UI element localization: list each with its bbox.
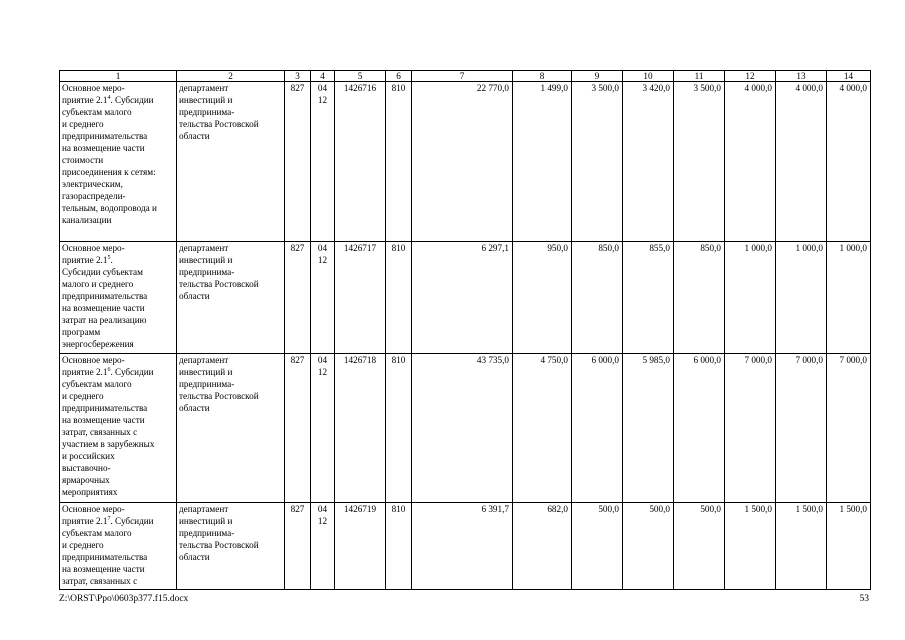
measure-name-line bbox=[62, 426, 174, 438]
footer-file-path: Z:\ORST\Ppo\0603p377.f15.docx bbox=[59, 594, 189, 604]
measure-name-line bbox=[62, 242, 174, 254]
column-number-1: 1 bbox=[60, 71, 177, 82]
amount-cell: 850,0 bbox=[674, 242, 725, 354]
measure-name-line bbox=[62, 82, 174, 94]
executor-line: предпринима- bbox=[179, 267, 235, 277]
measure-superscript: 5 bbox=[107, 254, 111, 261]
measure-name-line bbox=[62, 539, 174, 551]
measure-name-line bbox=[62, 190, 174, 202]
table-row bbox=[60, 503, 871, 590]
rzpr-code-cell: 04 12 bbox=[311, 82, 335, 242]
amount-cell: 7 000,0 bbox=[725, 354, 776, 503]
measure-name-line bbox=[62, 474, 174, 486]
measure-name-text: стоимости bbox=[62, 155, 104, 165]
measure-name-text: . Субсидии bbox=[110, 95, 154, 105]
executor-line: области bbox=[179, 403, 210, 413]
executor-line: области bbox=[179, 131, 210, 141]
executor-line: предпринима- bbox=[179, 107, 235, 117]
amount-cell: 4 000,0 bbox=[776, 82, 827, 242]
measure-name-text: на возмещение части bbox=[62, 564, 145, 574]
measure-name-line bbox=[62, 390, 174, 402]
measure-name-line bbox=[62, 527, 174, 539]
measure-name-text: на возмещение части bbox=[62, 303, 145, 313]
measure-name-cell bbox=[60, 503, 177, 590]
measure-name-cell bbox=[60, 354, 177, 503]
document-sheet bbox=[59, 70, 870, 590]
amount-cell: 6 000,0 bbox=[674, 354, 725, 503]
measure-name-text: Субсидии субъектам bbox=[62, 267, 143, 277]
measure-name-line bbox=[62, 266, 174, 278]
table-row bbox=[60, 82, 871, 242]
amount-cell: 1 000,0 bbox=[776, 242, 827, 354]
measure-name-line bbox=[62, 178, 174, 190]
amount-cell: 1 499,0 bbox=[513, 82, 572, 242]
measure-name-line bbox=[62, 106, 174, 118]
measure-name-text: программ bbox=[62, 327, 101, 337]
measure-name-line bbox=[62, 462, 174, 474]
amount-cell: 43 735,0 bbox=[412, 354, 513, 503]
measure-name-text: энергосбережения bbox=[62, 339, 134, 349]
amount-cell: 6 297,1 bbox=[412, 242, 513, 354]
grbs-code-cell: 827 bbox=[285, 242, 311, 354]
measure-name-text: затрат на реализацию bbox=[62, 315, 147, 325]
measure-name-line bbox=[62, 338, 174, 350]
amount-cell: 5 985,0 bbox=[623, 354, 674, 503]
measure-name-text: и среднего bbox=[62, 391, 104, 401]
amount-cell: 3 500,0 bbox=[674, 82, 725, 242]
column-number-13: 13 bbox=[776, 71, 827, 82]
measure-name-line bbox=[62, 551, 174, 563]
executor-cell bbox=[177, 354, 285, 503]
executor-line: тельства Ростовской bbox=[179, 119, 259, 129]
column-number-9: 9 bbox=[572, 71, 623, 82]
measure-name-line bbox=[62, 254, 174, 266]
measure-name-text: предпринимательства bbox=[62, 552, 148, 562]
column-number-12: 12 bbox=[725, 71, 776, 82]
measure-name-text: и российских bbox=[62, 451, 115, 461]
measure-name-text: . bbox=[110, 255, 113, 265]
measure-name-text: малого и среднего bbox=[62, 279, 134, 289]
measure-name-line bbox=[62, 118, 174, 130]
amount-cell: 1 000,0 bbox=[827, 242, 871, 354]
measure-name-text: субъектам малого bbox=[62, 379, 132, 389]
amount-cell: 22 770,0 bbox=[412, 82, 513, 242]
amount-cell: 3 420,0 bbox=[623, 82, 674, 242]
csr-code-cell: 1426719 bbox=[335, 503, 386, 590]
amount-cell: 1 500,0 bbox=[725, 503, 776, 590]
measure-name-text: . Субсидии bbox=[110, 367, 154, 377]
measure-name-line bbox=[62, 563, 174, 575]
column-number-5: 5 bbox=[335, 71, 386, 82]
rzpr-code-cell: 04 12 bbox=[311, 242, 335, 354]
executor-line: департамент bbox=[179, 83, 229, 93]
column-number-6: 6 bbox=[386, 71, 412, 82]
measure-name-line bbox=[62, 130, 174, 142]
executor-line: департамент bbox=[179, 243, 229, 253]
column-number-3: 3 bbox=[285, 71, 311, 82]
measure-name-text: приятие 2.1 bbox=[62, 95, 108, 105]
csr-code-cell: 1426717 bbox=[335, 242, 386, 354]
measure-name-line bbox=[62, 290, 174, 302]
measure-name-line bbox=[62, 366, 174, 378]
measure-name-line bbox=[62, 414, 174, 426]
executor-cell bbox=[177, 242, 285, 354]
column-number-2: 2 bbox=[177, 71, 285, 82]
executor-line: инвестиций и bbox=[179, 255, 233, 265]
column-number-row bbox=[60, 71, 871, 82]
measure-name-line bbox=[62, 214, 174, 226]
amount-cell: 4 750,0 bbox=[513, 354, 572, 503]
budget-table bbox=[59, 70, 871, 590]
measure-name-text: Основное меро- bbox=[62, 83, 125, 93]
vr-code-cell: 810 bbox=[386, 503, 412, 590]
amount-cell: 1 500,0 bbox=[827, 503, 871, 590]
amount-cell: 6 391,7 bbox=[412, 503, 513, 590]
executor-line: области bbox=[179, 552, 210, 562]
measure-name-line bbox=[62, 166, 174, 178]
measure-superscript: 6 bbox=[107, 366, 111, 373]
measure-name-line bbox=[62, 326, 174, 338]
measure-name-cell bbox=[60, 82, 177, 242]
measure-name-line bbox=[62, 314, 174, 326]
measure-name-line bbox=[62, 94, 174, 106]
measure-name-text: тельным, водопровода и bbox=[62, 203, 157, 213]
amount-cell: 500,0 bbox=[623, 503, 674, 590]
measure-name-line bbox=[62, 302, 174, 314]
executor-line: тельства Ростовской bbox=[179, 540, 259, 550]
amount-cell: 3 500,0 bbox=[572, 82, 623, 242]
rzpr-code-cell: 04 12 bbox=[311, 354, 335, 503]
measure-name-line bbox=[62, 402, 174, 414]
measure-name-line bbox=[62, 438, 174, 450]
executor-line: тельства Ростовской bbox=[179, 391, 259, 401]
amount-cell: 4 000,0 bbox=[725, 82, 776, 242]
measure-name-text: на возмещение части bbox=[62, 143, 145, 153]
measure-name-text: на возмещение части bbox=[62, 415, 145, 425]
executor-line: предпринима- bbox=[179, 379, 235, 389]
executor-line: инвестиций и bbox=[179, 95, 233, 105]
vr-code-cell: 810 bbox=[386, 242, 412, 354]
vr-code-cell: 810 bbox=[386, 354, 412, 503]
measure-name-text: мероприятиях bbox=[62, 487, 118, 497]
measure-name-text: ярмарочных bbox=[62, 475, 110, 485]
column-number-10: 10 bbox=[623, 71, 674, 82]
measure-name-text: и среднего bbox=[62, 119, 104, 129]
measure-superscript: 4 bbox=[107, 94, 111, 101]
measure-name-text: Основное меро- bbox=[62, 355, 125, 365]
column-number-4: 4 bbox=[311, 71, 335, 82]
executor-line: предпринима- bbox=[179, 528, 235, 538]
executor-cell bbox=[177, 503, 285, 590]
measure-name-line bbox=[62, 354, 174, 366]
measure-name-text: приятие 2.1 bbox=[62, 516, 108, 526]
table-row bbox=[60, 242, 871, 354]
measure-name-cell bbox=[60, 242, 177, 354]
amount-cell: 1 500,0 bbox=[776, 503, 827, 590]
vr-code-cell: 810 bbox=[386, 82, 412, 242]
measure-superscript: 7 bbox=[107, 515, 111, 522]
measure-name-text: субъектам малого bbox=[62, 528, 132, 538]
measure-name-line bbox=[62, 142, 174, 154]
measure-name-text: присоединения к сетям: bbox=[62, 167, 156, 177]
measure-name-text: предпринимательства bbox=[62, 291, 148, 301]
amount-cell: 682,0 bbox=[513, 503, 572, 590]
column-number-7: 7 bbox=[412, 71, 513, 82]
csr-code-cell: 1426718 bbox=[335, 354, 386, 503]
amount-cell: 500,0 bbox=[572, 503, 623, 590]
executor-cell bbox=[177, 82, 285, 242]
executor-line: департамент bbox=[179, 504, 229, 514]
measure-name-text: предпринимательства bbox=[62, 131, 148, 141]
table-row bbox=[60, 354, 871, 503]
grbs-code-cell: 827 bbox=[285, 354, 311, 503]
measure-name-text: электрическим, bbox=[62, 179, 123, 189]
amount-cell: 500,0 bbox=[674, 503, 725, 590]
measure-name-line bbox=[62, 278, 174, 290]
executor-line: департамент bbox=[179, 355, 229, 365]
measure-name-text: Основное меро- bbox=[62, 504, 125, 514]
measure-name-text: затрат, связанных с bbox=[62, 427, 138, 437]
measure-name-text: субъектам малого bbox=[62, 107, 132, 117]
measure-name-text: затрат, связанных с bbox=[62, 576, 138, 586]
amount-cell: 7 000,0 bbox=[776, 354, 827, 503]
amount-cell: 950,0 bbox=[513, 242, 572, 354]
rzpr-code-cell: 04 12 bbox=[311, 503, 335, 590]
measure-name-line bbox=[62, 503, 174, 515]
executor-line: инвестиций и bbox=[179, 367, 233, 377]
measure-name-line bbox=[62, 154, 174, 166]
measure-name-text: канализации bbox=[62, 215, 112, 225]
measure-name-line bbox=[62, 450, 174, 462]
measure-name-line bbox=[62, 202, 174, 214]
measure-name-line bbox=[62, 515, 174, 527]
csr-code-cell: 1426716 bbox=[335, 82, 386, 242]
amount-cell: 1 000,0 bbox=[725, 242, 776, 354]
measure-name-line bbox=[62, 486, 174, 498]
grbs-code-cell: 827 bbox=[285, 503, 311, 590]
measure-name-text: приятие 2.1 bbox=[62, 367, 108, 377]
footer-page-number: 53 bbox=[859, 594, 869, 604]
column-number-8: 8 bbox=[513, 71, 572, 82]
measure-name-line bbox=[62, 575, 174, 587]
measure-name-text: . Субсидии bbox=[110, 516, 154, 526]
executor-line: области bbox=[179, 291, 210, 301]
measure-name-text: и среднего bbox=[62, 540, 104, 550]
measure-name-text: Основное меро- bbox=[62, 243, 125, 253]
measure-name-text: предпринимательства bbox=[62, 403, 148, 413]
amount-cell: 7 000,0 bbox=[827, 354, 871, 503]
measure-name-line bbox=[62, 378, 174, 390]
grbs-code-cell: 827 bbox=[285, 82, 311, 242]
amount-cell: 850,0 bbox=[572, 242, 623, 354]
measure-name-text: выставочно- bbox=[62, 463, 111, 473]
column-number-14: 14 bbox=[827, 71, 871, 82]
executor-line: инвестиций и bbox=[179, 516, 233, 526]
amount-cell: 855,0 bbox=[623, 242, 674, 354]
measure-name-text: газораспредели- bbox=[62, 191, 126, 201]
measure-name-text: приятие 2.1 bbox=[62, 255, 108, 265]
executor-line: тельства Ростовской bbox=[179, 279, 259, 289]
column-number-11: 11 bbox=[674, 71, 725, 82]
amount-cell: 6 000,0 bbox=[572, 354, 623, 503]
amount-cell: 4 000,0 bbox=[827, 82, 871, 242]
measure-name-text: участием в зарубежных bbox=[62, 439, 155, 449]
